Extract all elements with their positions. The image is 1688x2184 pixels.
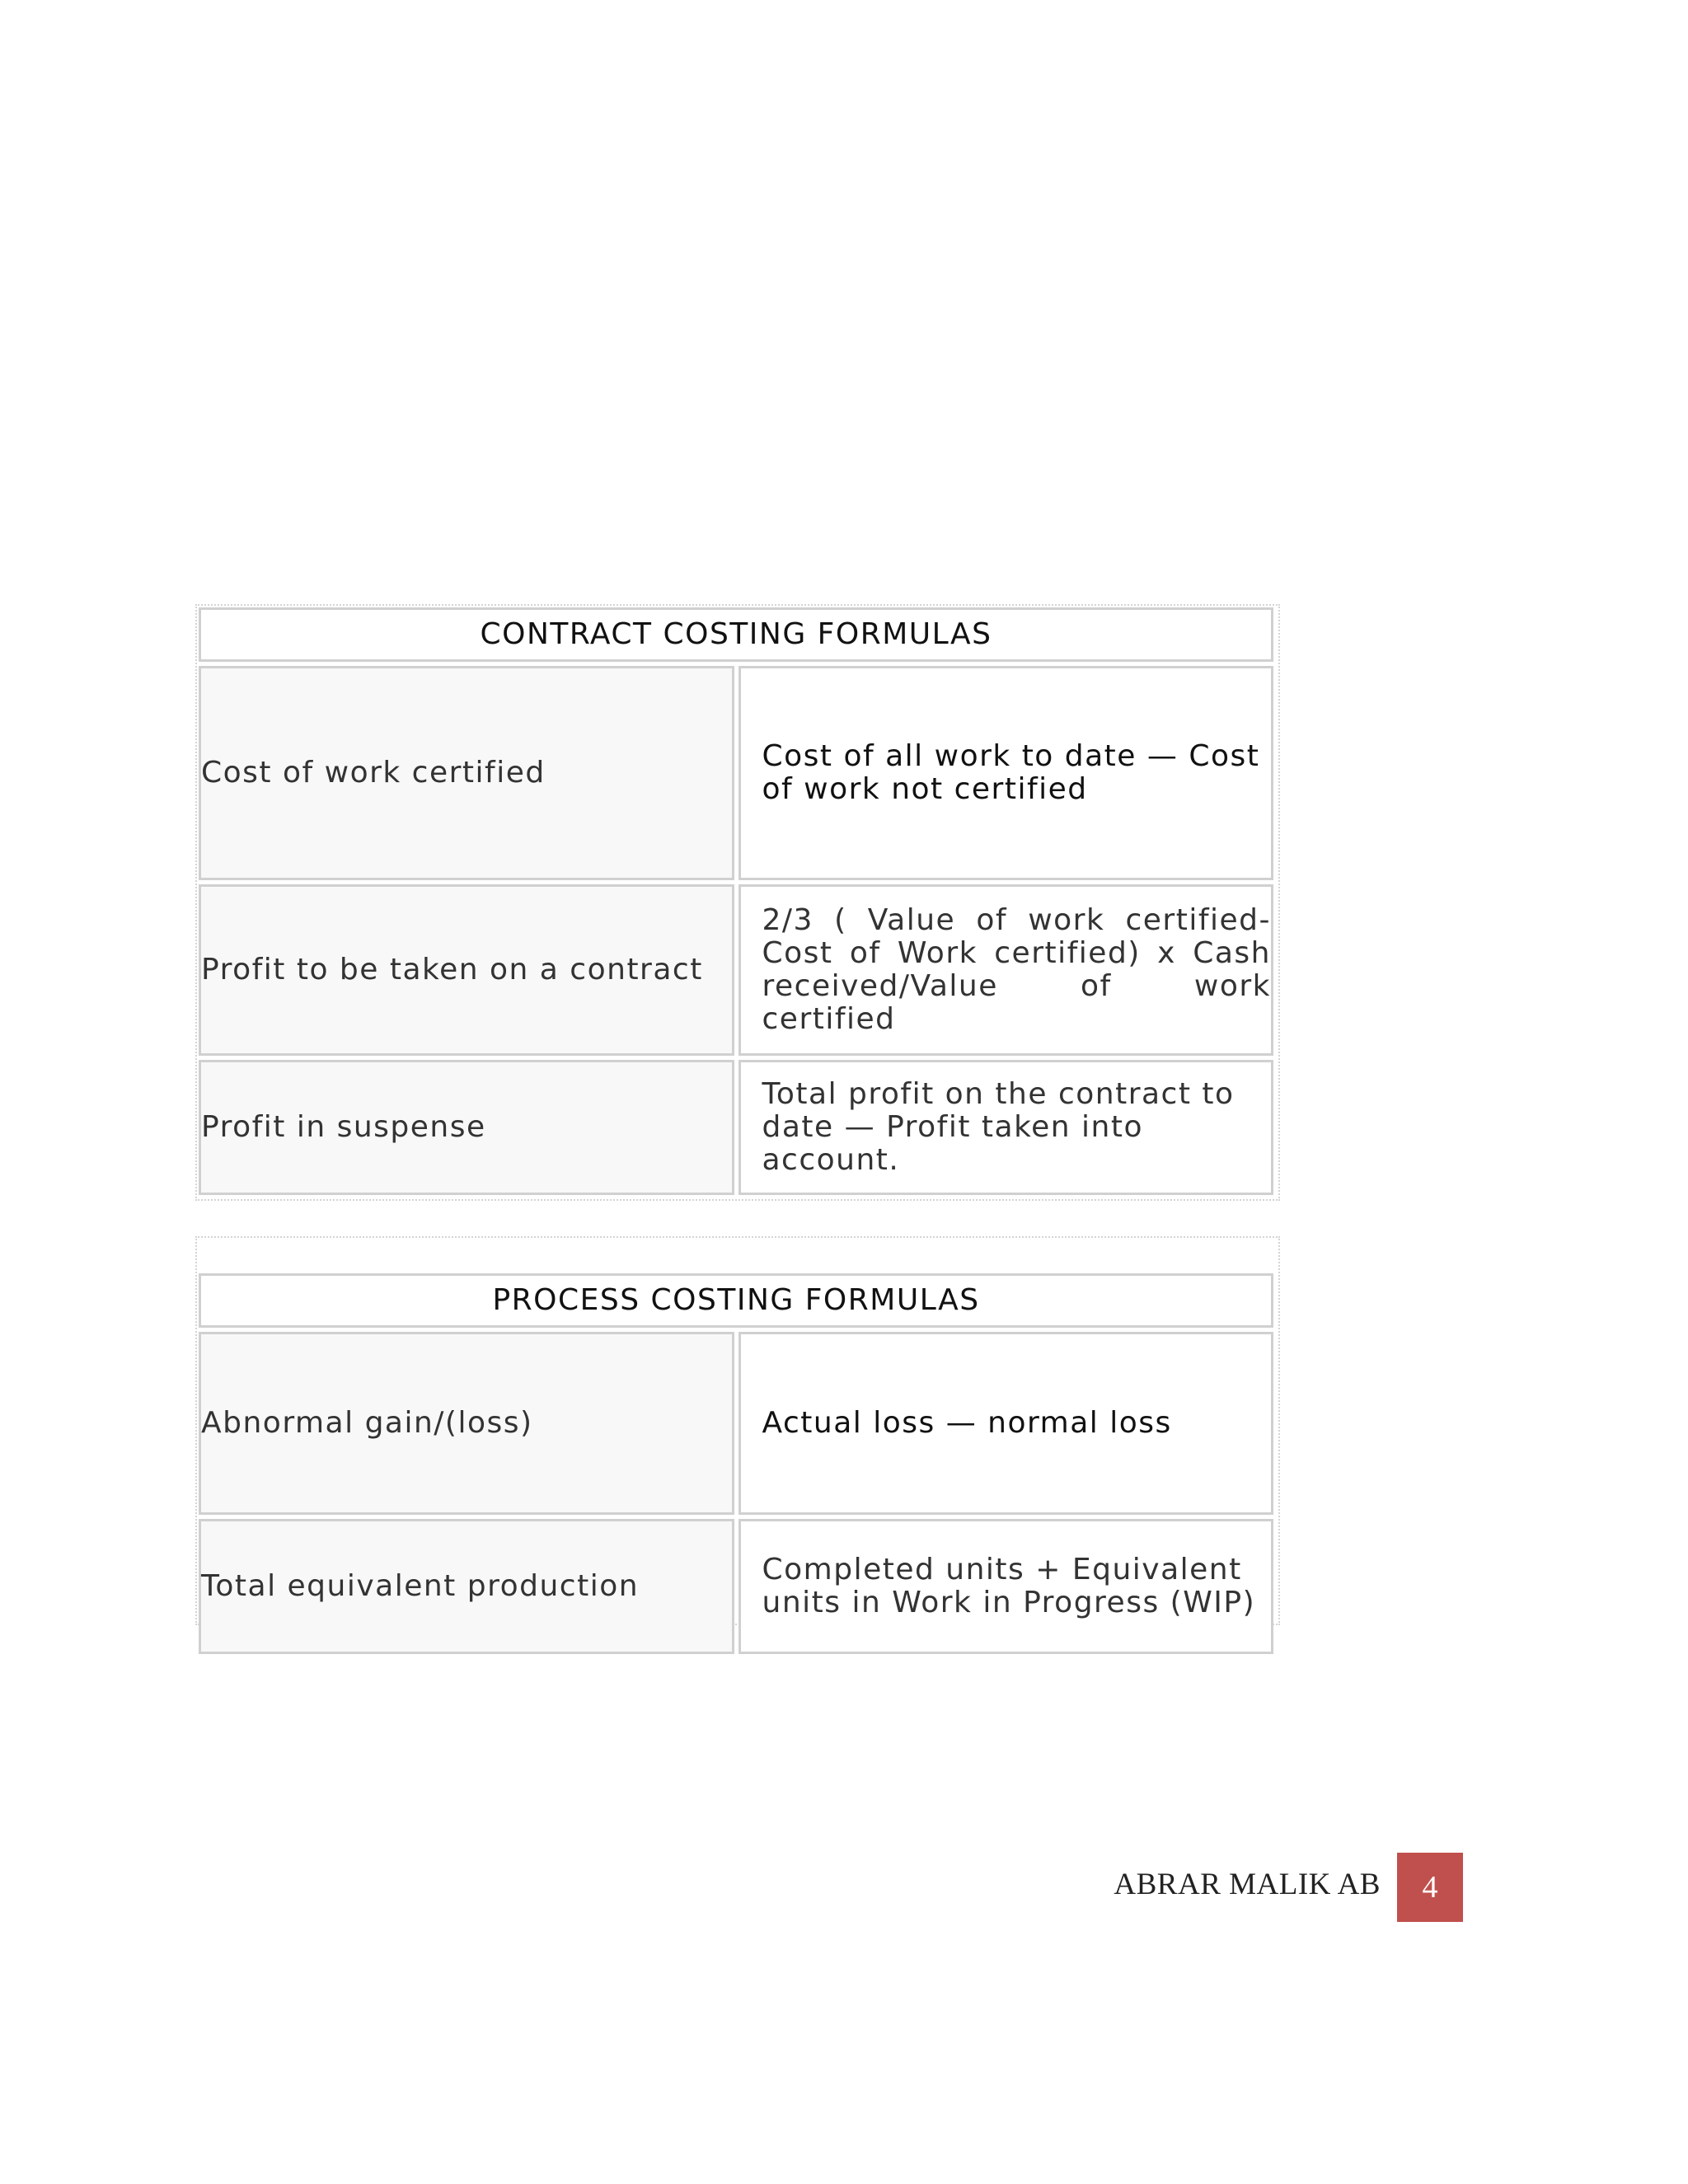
formula-value: Actual loss — normal loss [738,1332,1274,1515]
formula-label: Profit in suspense [199,1060,734,1195]
process-costing-table [195,1269,1278,1658]
footer-author: ABRAR MALIK AB [1114,1868,1381,1901]
page-number-badge [1397,1853,1463,1922]
page-number: 4 [1422,1870,1438,1905]
formula-label: Cost of work certified [199,666,734,880]
contract-table-title: CONTRACT COSTING FORMULAS [199,607,1273,662]
contract-costing-table [195,603,1278,1199]
table-row [199,1060,1273,1195]
formula-value: Total profit on the contract to date — Profit taken into account. [738,1060,1274,1195]
table-row [199,666,1273,880]
table-row [199,1332,1273,1515]
formula-label: Abnormal gain/(loss) [199,1332,734,1515]
formula-value: Completed units + Equivalent units in Work in Progress (WIP) [738,1519,1274,1654]
table-row [199,884,1273,1056]
table-title-row [199,1273,1273,1328]
table-title-row [199,607,1273,662]
formula-label: Profit to be taken on a contract [199,884,734,1056]
table-row [199,1519,1273,1654]
process-table-title: PROCESS COSTING FORMULAS [199,1273,1273,1328]
formula-value: 2/3 ( Value of work certified-Cost of Work certified) x Cash received/Value of work certified [738,884,1274,1056]
formula-label: Total equivalent production [199,1519,734,1654]
formula-value: Cost of all work to date — Cost of work not certified [738,666,1274,880]
